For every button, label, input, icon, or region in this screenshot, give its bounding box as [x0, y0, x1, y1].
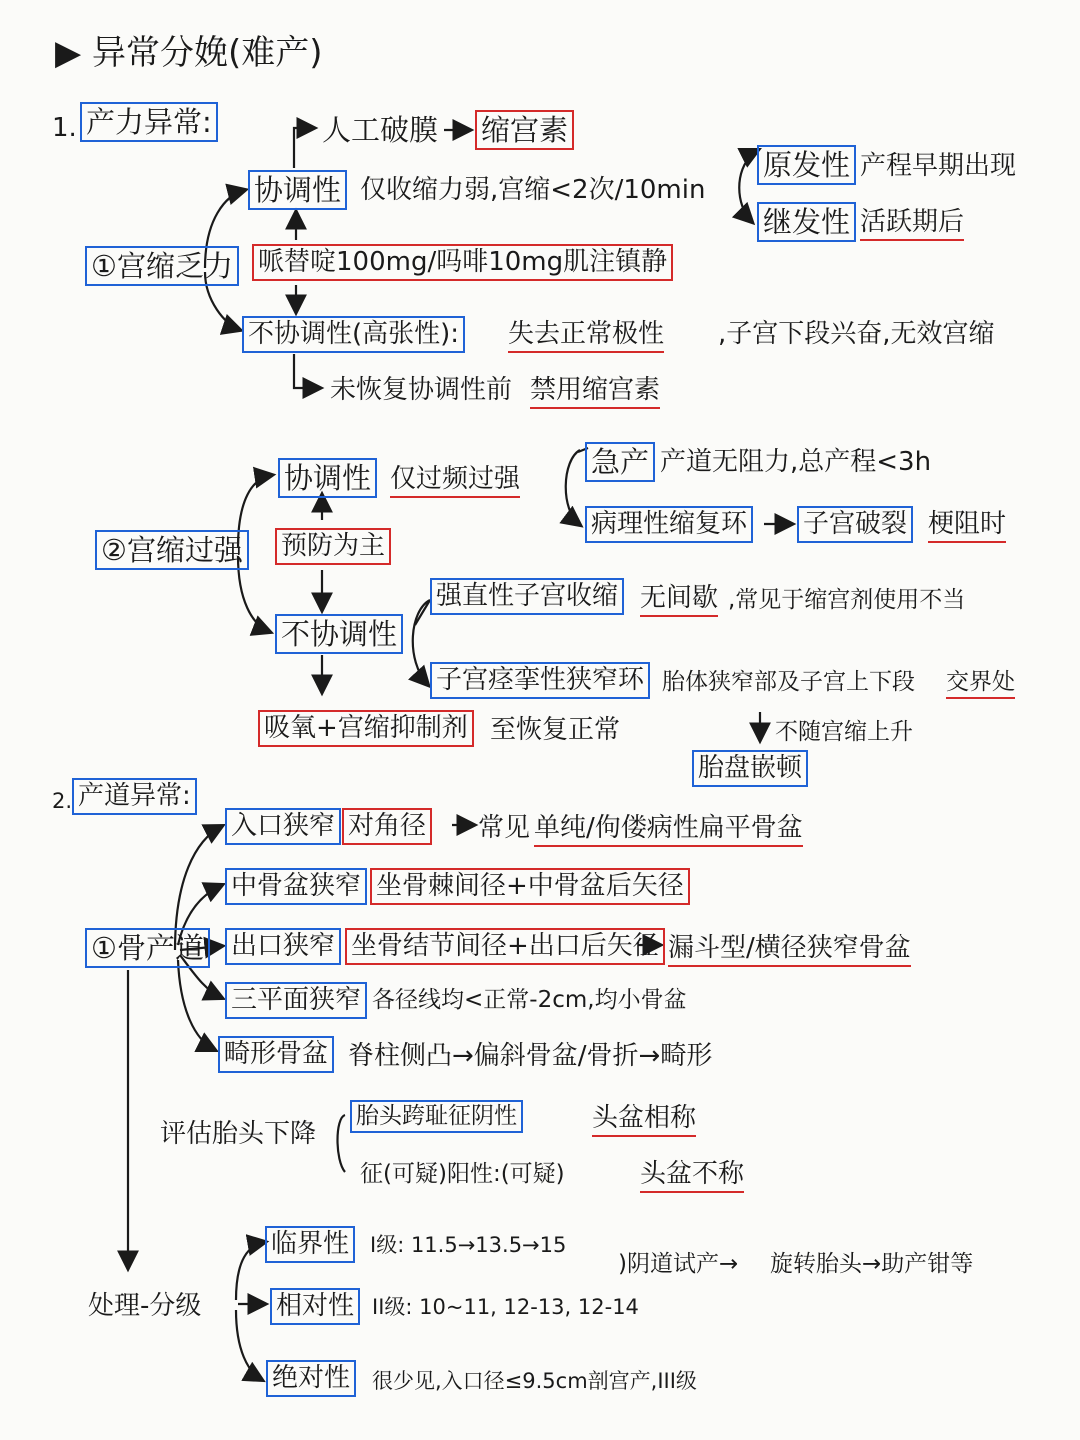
constriction-ring-label: 子宫痉挛性狭窄环 — [430, 662, 650, 699]
primary-label: 原发性 — [757, 145, 856, 185]
positive-sign-result: 头盆不称 — [640, 1158, 744, 1193]
hypertonic-uncoord-label: 不协调性(高张性): — [242, 316, 465, 353]
three-plane-label: 三平面狭窄 — [225, 982, 367, 1019]
not-rise-label: 不随宫缩上升 — [775, 719, 913, 745]
section-2-label: 产道异常: — [72, 778, 197, 815]
outlet-result: 漏斗型/横径狭窄骨盆 — [668, 932, 911, 967]
hypertonic-uncoord-label-2: 不协调性 — [275, 614, 403, 654]
vaginal-trial-1: )阴道试产→ — [618, 1251, 739, 1277]
outlet-label: 出口狭窄 — [225, 928, 341, 965]
outlet-measure: 坐骨结节间径+出口后矢径 — [345, 928, 665, 965]
negative-sign-result: 头盆相称 — [592, 1102, 696, 1137]
inlet-label: 入口狭窄 — [225, 808, 341, 845]
constriction-desc-2: 交界处 — [946, 668, 1015, 699]
negative-sign-label: 胎头跨耻征阴性 — [350, 1100, 523, 1133]
oxytocin-box: 缩宫素 — [475, 110, 574, 150]
section-2-number: 2. — [52, 789, 73, 813]
tetanic-desc-2: ,常见于缩宫剂使用不当 — [728, 587, 966, 613]
strong-contraction-label: ②宫缩过强 — [95, 530, 249, 570]
section-1-number: 1. — [52, 113, 77, 143]
treatment-grade-label: 处理-分级 — [88, 1291, 202, 1321]
weak-contraction-label: ①宫缩乏力 — [85, 246, 239, 286]
section-1-label: 产力异常: — [80, 102, 218, 142]
inlet-result-1: 常见 — [478, 813, 531, 843]
critical-label: 临界性 — [265, 1226, 355, 1263]
secondary-label: 继发性 — [757, 202, 856, 242]
inlet-result-2: 单纯/佝偻病性扁平骨盆 — [534, 812, 803, 847]
assess-label: 评估胎头下降 — [160, 1119, 317, 1149]
deformed-pelvis-desc: 脊柱侧凸→偏斜骨盆/骨折→畸形 — [348, 1041, 713, 1071]
hypertonic-coord-label: 协调性 — [278, 458, 377, 498]
rapid-labor-desc: 产道无阻力,总产程<3h — [660, 447, 932, 477]
uterine-rupture-label: 子宫破裂 — [797, 506, 913, 543]
secondary-desc: 活跃期后 — [860, 206, 964, 241]
hypotonic-coord-label: 协调性 — [248, 170, 347, 210]
hypotonic-coord-desc: 仅收缩力弱,宫缩<2次/10min — [360, 175, 706, 205]
absolute-label: 绝对性 — [266, 1360, 356, 1397]
relative-desc: II级: 10~11, 12-13, 12-14 — [372, 1295, 639, 1319]
primary-desc: 产程早期出现 — [860, 151, 1017, 181]
relative-label: 相对性 — [270, 1288, 360, 1325]
obstruction-label: 梗阻时 — [928, 508, 1006, 543]
deformed-pelvis-label: 畸形骨盆 — [218, 1036, 334, 1073]
page-title: ▶ 异常分娩(难产) — [55, 33, 323, 73]
positive-sign-label: 征(可疑)阳性:(可疑) — [360, 1161, 565, 1187]
oxygen-tocolytic-box: 吸氧+宫缩抑制剂 — [258, 710, 474, 747]
uncoord-note-2: 禁用缩宫素 — [530, 374, 660, 409]
tetanic-desc-1: 无间歇 — [640, 582, 718, 617]
pathologic-ring-label: 病理性缩复环 — [585, 506, 753, 543]
uncoord-desc-1: 失去正常极性 — [508, 318, 664, 353]
placenta-incarceration-label: 胎盘嵌顿 — [692, 750, 808, 787]
prevention-box: 预防为主 — [275, 528, 391, 565]
vaginal-trial-2: 旋转胎头→助产钳等 — [770, 1251, 974, 1277]
uncoord-note-1: 未恢复协调性前 — [330, 375, 513, 405]
bony-canal-label: ①骨产道 — [85, 928, 210, 968]
tetanic-label: 强直性子宫收缩 — [430, 578, 624, 615]
sedation-box: 哌替啶100mg/吗啡10mg肌注镇静 — [252, 244, 673, 281]
critical-desc: I级: 11.5→13.5→15 — [370, 1233, 567, 1257]
inlet-measure: 对角径 — [342, 808, 432, 845]
three-plane-desc: 各径线均<正常-2cm,均小骨盆 — [372, 987, 687, 1013]
midpelvis-measure: 坐骨棘间径+中骨盆后矢径 — [370, 868, 690, 905]
constriction-desc-1: 胎体狭窄部及子宫上下段 — [662, 669, 915, 695]
oxygen-tocolytic-result: 至恢复正常 — [490, 715, 621, 745]
hypertonic-coord-desc: 仅过频过强 — [390, 463, 520, 498]
midpelvis-label: 中骨盆狭窄 — [225, 868, 367, 905]
absolute-desc: 很少见,入口径≤9.5cm剖宫产,III级 — [372, 1369, 697, 1393]
uncoord-desc-2: ,子宫下段兴奋,无效宫缩 — [718, 319, 995, 349]
rupture-label: 人工破膜 — [322, 113, 439, 147]
rapid-labor-label: 急产 — [585, 442, 655, 482]
